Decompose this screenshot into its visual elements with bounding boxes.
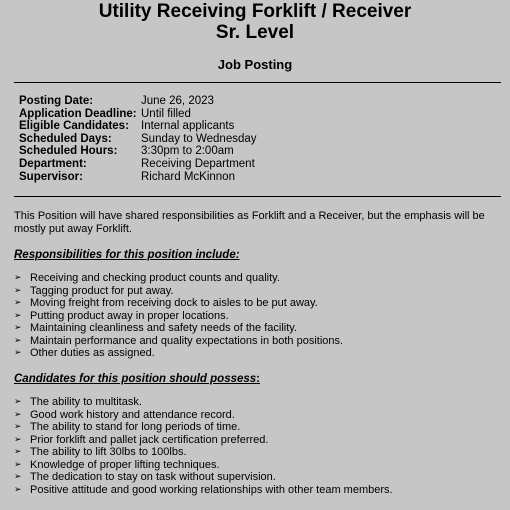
arrowhead-bullet-icon: ➢ xyxy=(14,409,22,420)
detail-row-department xyxy=(19,158,257,171)
arrowhead-bullet-icon: ➢ xyxy=(14,323,22,333)
details-divider xyxy=(14,196,501,197)
detail-row-supervisor xyxy=(19,171,257,184)
page-title: Utility Receiving Forklift / Receiver xyxy=(98,1,412,22)
list-item: ➢ Receiving and checking product counts and quality. xyxy=(14,272,280,284)
responsibilities-list xyxy=(14,272,343,360)
candidates-heading: Candidates for this position should possess: xyxy=(14,373,261,385)
detail-row-eligible-candidates xyxy=(19,120,257,133)
detail-value: Until filled xyxy=(141,107,191,120)
detail-row-posting-date xyxy=(19,95,257,108)
detail-row-scheduled-hours xyxy=(19,145,257,158)
arrowhead-bullet-icon: ➢ xyxy=(14,273,22,283)
list-item: ➢ Maintaining cleanliness and safety needs of the facility. xyxy=(14,322,298,334)
arrowhead-bullet-icon: ➢ xyxy=(14,422,22,432)
arrowhead-bullet-icon: ➢ xyxy=(14,285,22,296)
arrowhead-bullet-icon: ➢ xyxy=(14,434,22,445)
arrowhead-bullet-icon: ➢ xyxy=(14,397,22,407)
posting-details xyxy=(19,95,257,183)
detail-value: Richard McKinnon xyxy=(141,170,235,183)
arrowhead-bullet-icon: ➢ xyxy=(14,298,22,308)
detail-value: Receiving Department xyxy=(141,157,255,170)
list-item: ➢ Good work history and attendance record. xyxy=(14,408,235,421)
list-item: ➢ Putting product away in proper locations. xyxy=(14,309,229,322)
responsibilities-heading: Responsibilities for this position include: xyxy=(14,249,240,261)
page-subtitle: Job Posting xyxy=(217,57,293,72)
arrowhead-bullet-icon: ➢ xyxy=(14,447,22,457)
arrowhead-bullet-icon: ➢ xyxy=(14,484,22,495)
list-item: ➢ Knowledge of proper lifting techniques. xyxy=(14,458,220,471)
arrowhead-bullet-icon: ➢ xyxy=(14,472,22,482)
arrowhead-bullet-icon: ➢ xyxy=(14,310,22,321)
position-summary: This Position will have shared responsibilities as Forklift and a Receiver, but the emphasis will be mostly put away Forklift. xyxy=(14,210,485,235)
arrowhead-bullet-icon: ➢ xyxy=(14,335,22,346)
list-item: ➢ The dedication to stay on task without supervision. xyxy=(14,471,276,483)
detail-label: Posting Date: xyxy=(19,95,94,107)
candidates-list xyxy=(14,396,393,496)
detail-label: Scheduled Days: xyxy=(19,132,112,145)
detail-value: Internal applicants xyxy=(141,120,235,133)
list-item: ➢ Moving freight from receiving dock to aisles to be put away. xyxy=(14,297,318,309)
list-item: ➢ The ability to stand for long periods of time. xyxy=(14,421,241,433)
list-item: ➢ The ability to multitask. xyxy=(14,396,142,408)
page-title-level: Sr. Level xyxy=(215,22,295,43)
detail-value: 3:30pm to 2:00am xyxy=(141,145,234,158)
list-item: ➢ Tagging product for put away. xyxy=(14,284,174,297)
arrowhead-bullet-icon: ➢ xyxy=(14,459,22,470)
detail-label: Supervisor: xyxy=(19,170,83,183)
list-item: ➢ Positive attitude and good working relationships with other team members. xyxy=(14,483,393,496)
detail-label: Department: xyxy=(19,157,87,170)
list-item: ➢ Other duties as assigned. xyxy=(14,347,155,359)
top-divider xyxy=(14,82,501,83)
detail-value: Sunday to Wednesday xyxy=(141,132,257,145)
detail-label: Scheduled Hours: xyxy=(19,145,118,158)
detail-row-scheduled-days xyxy=(19,133,257,146)
list-item: ➢ Prior forklift and pallet jack certification preferred. xyxy=(14,433,269,446)
detail-row-application-deadline xyxy=(19,108,257,121)
arrowhead-bullet-icon: ➢ xyxy=(14,348,22,358)
detail-label: Application Deadline: xyxy=(19,107,137,120)
list-item: ➢ Maintain performance and quality expectations in both positions. xyxy=(14,334,344,347)
list-item: ➢ The ability to lift 30lbs to 100lbs. xyxy=(14,446,187,458)
detail-value: June 26, 2023 xyxy=(141,95,214,107)
detail-label: Eligible Candidates: xyxy=(19,120,129,133)
